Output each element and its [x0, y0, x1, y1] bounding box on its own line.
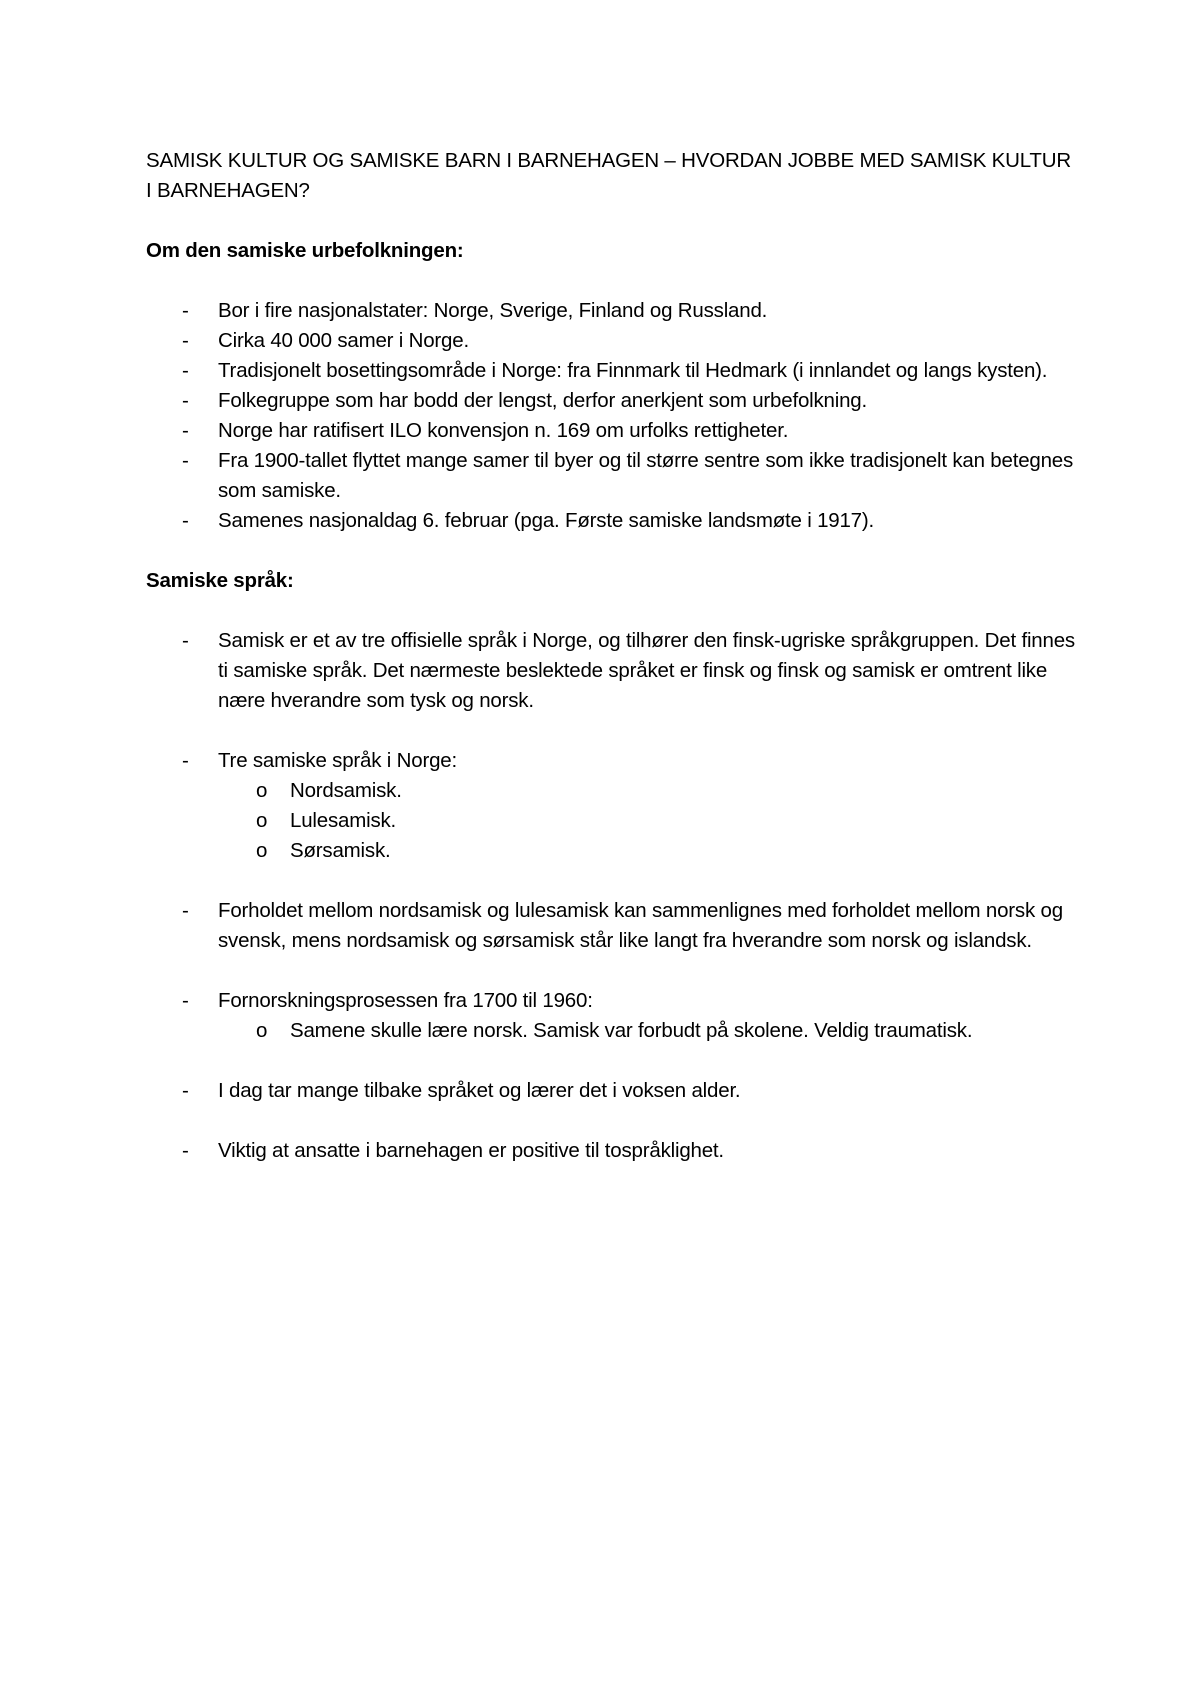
list-item [146, 326, 1076, 356]
section-heading-sprak: Samiske språk: [146, 569, 294, 592]
dash-bullet: - [182, 419, 189, 442]
circle-bullet: o [256, 1019, 268, 1042]
sub-list-item [218, 776, 1076, 806]
list-item-text: Fornorskningsprosessen fra 1700 til 1960: [218, 989, 593, 1012]
list-item-text: Samisk er et av tre offisielle språk i Norge, og tilhører den finsk-ugriske språkgruppen. Det finnes ti samiske språk. Det nærmeste beslektede språket er finsk og finsk og samisk er omtrent like nære hverandre som tysk og norsk. [218, 629, 1075, 712]
circle-bullet: o [256, 779, 268, 802]
sub-list-item-text: Samene skulle lære norsk. Samisk var forbudt på skolene. Veldig traumatisk. [290, 1019, 973, 1042]
list-item [146, 746, 1076, 866]
list-item-text: Samenes nasjonaldag 6. februar (pga. Første samiske landsmøte i 1917). [218, 509, 874, 532]
dash-bullet: - [182, 749, 189, 772]
list-item [146, 1076, 1076, 1106]
sub-list-item [218, 836, 1076, 866]
dash-bullet: - [182, 989, 189, 1012]
dash-bullet: - [182, 629, 189, 652]
list-item-text: Folkegruppe som har bodd der lengst, derfor anerkjent som urbefolkning. [218, 389, 868, 412]
urbefolkning-list [146, 296, 1076, 536]
circle-bullet: o [256, 809, 268, 832]
list-item [146, 626, 1076, 716]
list-item-text: Fra 1900-tallet flyttet mange samer til byer og til større sentre som ikke tradisjonelt kan betegnes som samiske. [218, 449, 1074, 502]
list-item-text: Tre samiske språk i Norge: [218, 749, 457, 772]
dash-bullet: - [182, 359, 189, 382]
sub-list-item [218, 806, 1076, 836]
list-item-text: Norge har ratifisert ILO konvensjon n. 169 om urfolks rettigheter. [218, 419, 789, 442]
dash-bullet: - [182, 509, 189, 532]
list-item-text: Cirka 40 000 samer i Norge. [218, 329, 469, 352]
dash-bullet: - [182, 899, 189, 922]
sub-list-item-text: Nordsamisk. [290, 779, 402, 802]
list-item [146, 416, 1076, 446]
list-item [146, 296, 1076, 326]
dash-bullet: - [182, 1079, 189, 1102]
document-title: SAMISK KULTUR OG SAMISKE BARN I BARNEHAGEN – HVORDAN JOBBE MED SAMISK KULTUR I BARNEHAGEN? [146, 149, 1071, 202]
list-item [146, 986, 1076, 1046]
document-body [146, 146, 1076, 1196]
list-item-text: Tradisjonelt bosettingsområde i Norge: fra Finnmark til Hedmark (i innlandet og langs kysten). [218, 359, 1048, 382]
list-item [146, 506, 1076, 536]
dash-bullet: - [182, 299, 189, 322]
list-item-text: Bor i fire nasjonalstater: Norge, Sverige, Finland og Russland. [218, 299, 768, 322]
list-item-text: Forholdet mellom nordsamisk og lulesamisk kan sammenlignes med forholdet mellom norsk og svensk, mens nordsamisk og sørsamisk står like langt fra hverandre som norsk og islandsk. [218, 899, 1063, 952]
sub-list-item-text: Lulesamisk. [290, 809, 397, 832]
list-item-text: Viktig at ansatte i barnehagen er positive til tospråklighet. [218, 1139, 724, 1162]
sprak-list [146, 626, 1076, 1166]
sub-list [218, 1016, 1076, 1046]
sub-list-item [218, 1016, 1076, 1046]
list-item [146, 386, 1076, 416]
list-item-text: I dag tar mange tilbake språket og lærer det i voksen alder. [218, 1079, 741, 1102]
dash-bullet: - [182, 449, 189, 472]
sub-list-item-text: Sørsamisk. [290, 839, 391, 862]
list-item [146, 356, 1076, 386]
dash-bullet: - [182, 329, 189, 352]
list-item [146, 896, 1076, 956]
section-heading-urbefolkning: Om den samiske urbefolkningen: [146, 239, 464, 262]
list-item [146, 446, 1076, 506]
circle-bullet: o [256, 839, 268, 862]
dash-bullet: - [182, 1139, 189, 1162]
dash-bullet: - [182, 389, 189, 412]
list-item [146, 1136, 1076, 1166]
sub-list [218, 776, 1076, 866]
